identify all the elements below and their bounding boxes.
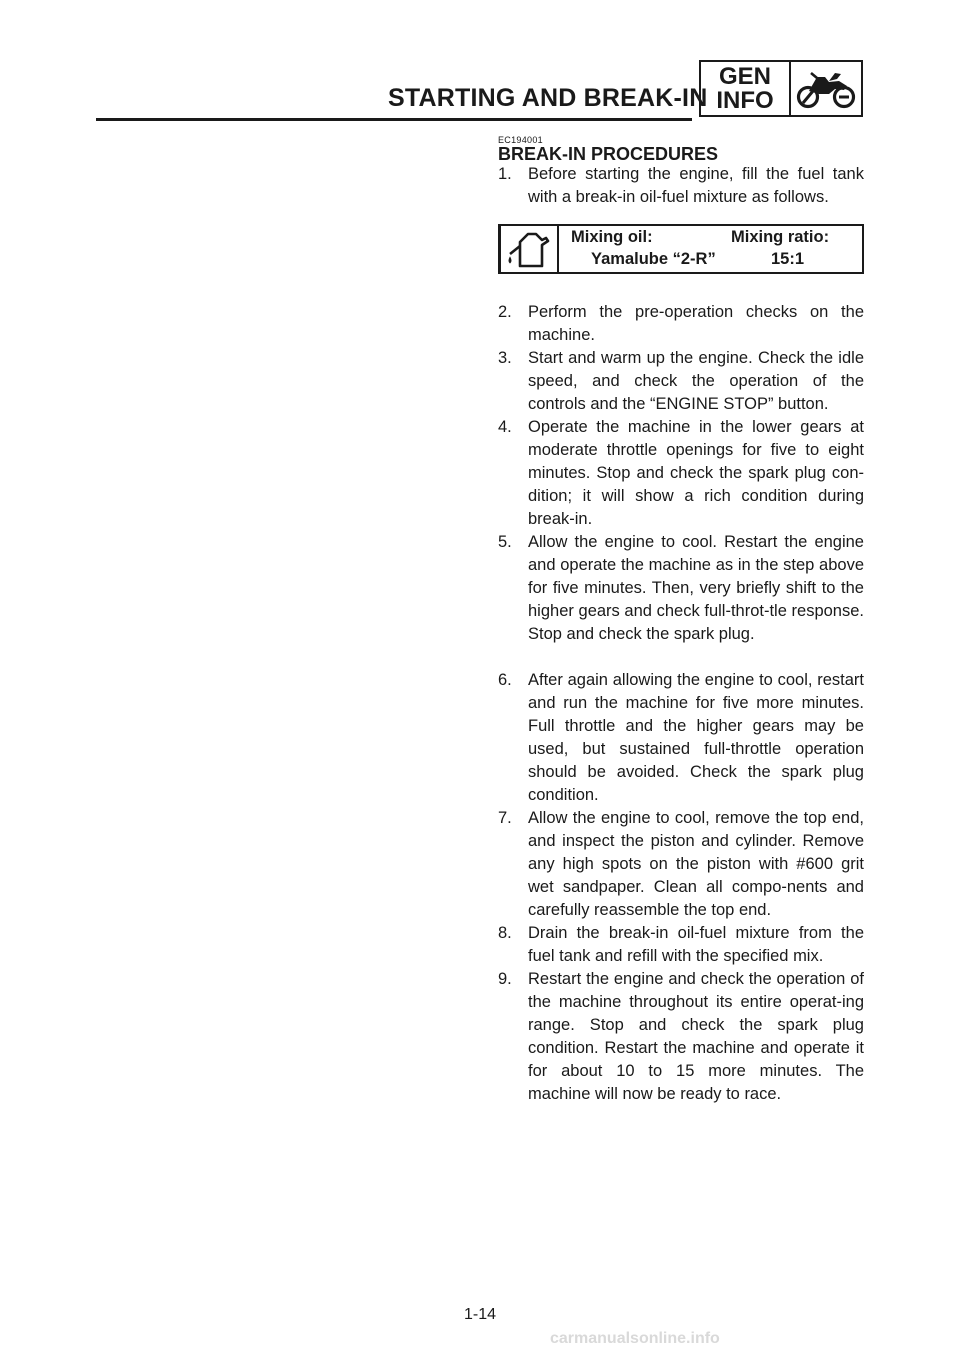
step-number: 6. [498,671,512,689]
mixing-ratio-label: Mixing ratio: [731,228,830,246]
mixing-oil-label: Mixing oil: [571,228,653,246]
step-text: Allow the engine to cool. Restart the engine and operate the machine as in the step above for five minutes. Then, very briefly shift to the higher gears and check full-throt-tle response. Stop and check the spark plug. [528,533,864,643]
step-item [498,922,864,968]
page-header-title: STARTING AND BREAK-IN [388,84,708,112]
mixing-ratio-value: 15:1 [771,250,805,268]
step-number: 1. [498,165,512,183]
step-number: 4. [498,418,512,436]
step-item [498,669,864,807]
step-item [498,807,864,922]
badge-line-info: INFO [716,86,774,114]
step-number: 3. [498,349,512,367]
step-text: Perform the pre-operation checks on the machine. [528,303,864,344]
step-item [498,301,864,347]
step-text: Start and warm up the engine. Check the idle speed, and check the operation of the controls and the “ENGINE STOP” button. [528,349,864,413]
badge-line-gen: GEN [718,62,771,90]
header-rule [96,118,692,121]
section-heading: BREAK-IN PROCEDURES [498,144,719,164]
step-text: Restart the engine and check the operation of the machine throughout its entire operat-ing range. Stop and check the spark plug condition. Restart the machine and operate it for about 10 to 15 more minutes. The machine will now be ready to race. [528,970,864,1103]
oil-can-icon [501,226,559,272]
watermark: carmanualsonline.info [550,1330,720,1347]
step-item [498,531,864,646]
step-item [498,416,864,531]
step-item [498,163,864,209]
section-badge-label [701,62,791,115]
step-item [498,347,864,416]
step-text: Drain the break-in oil-fuel mixture from the fuel tank and refill with the specified mix. [528,924,864,965]
step-number: 5. [498,533,512,551]
mixing-spec-box [498,224,864,274]
step-number: 2. [498,303,512,321]
step-text: Operate the machine in the lower gears at moderate throttle openings for five to eight minutes. Stop and check the spark plug con-dition; it will show a rich condition during break-in. [528,418,864,528]
mixing-oil-value: Yamalube “2-R” [591,250,716,268]
motorcycle-icon [791,62,861,115]
step-number: 8. [498,924,512,942]
step-number: 9. [498,970,512,988]
step-item [498,968,864,1106]
step-text: After again allowing the engine to cool, restart and run the machine for five more minutes. Full throttle and the higher gears may be used, but sustained full-throttle operation should be avoided. Check the spark plug condition. [528,671,864,804]
step-text: Allow the engine to cool, remove the top end, and inspect the piston and cylinder. Remove any high spots on the piston with #600 grit wet sandpaper. Clean all compo-nents and carefully reassemble the top end. [528,809,864,919]
section-code: EC194001 [498,135,543,145]
page-number: 1-14 [464,1306,497,1323]
section-badge [699,60,863,117]
step-number: 7. [498,809,512,827]
step-text: Before starting the engine, fill the fuel tank with a break-in oil-fuel mixture as follows. [528,165,864,206]
